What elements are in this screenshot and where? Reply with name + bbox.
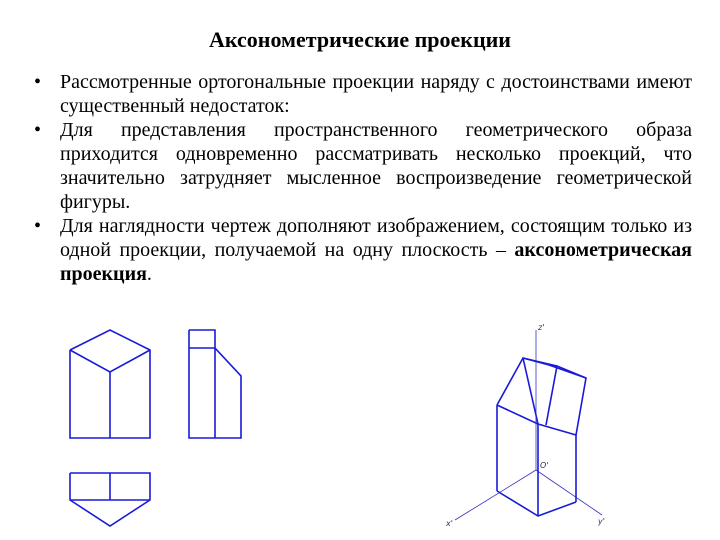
bullet-text-plain: Для наглядности чертеж дополняют изображением, состоящим только из одной проекции, получаемой на одну плоскость – <box>60 215 692 261</box>
bullet-marker: • <box>34 71 42 93</box>
bullet-text-tail: . <box>146 263 152 285</box>
bullet-marker: • <box>34 215 42 237</box>
bullet-text: Рассмотренные ортогональные проекции наряду с достоинствами имеют существенный недостаток: <box>60 71 692 117</box>
axis-label-z: z' <box>538 323 545 332</box>
axis-label-y: y' <box>598 517 605 526</box>
axis-label-x: x' <box>446 519 453 528</box>
bullet-text-bold: аксонометрическая проекция <box>60 239 692 285</box>
side-view <box>189 330 241 438</box>
x-axis <box>455 470 536 520</box>
bullet-text: Для представления пространственного геометрического образа приходится одновременно рассматривать несколько проекций, что значительно затрудняет мысленное воспроизведение геометрической фигуры. <box>60 119 692 213</box>
axis-label-origin: O' <box>540 461 549 470</box>
front-view <box>70 330 150 438</box>
axonometric-view <box>445 323 605 528</box>
bullet-marker: • <box>34 119 42 141</box>
top-view <box>70 473 150 526</box>
y-axis <box>536 470 602 515</box>
slide-title: Аксонометрические проекции <box>209 27 511 52</box>
